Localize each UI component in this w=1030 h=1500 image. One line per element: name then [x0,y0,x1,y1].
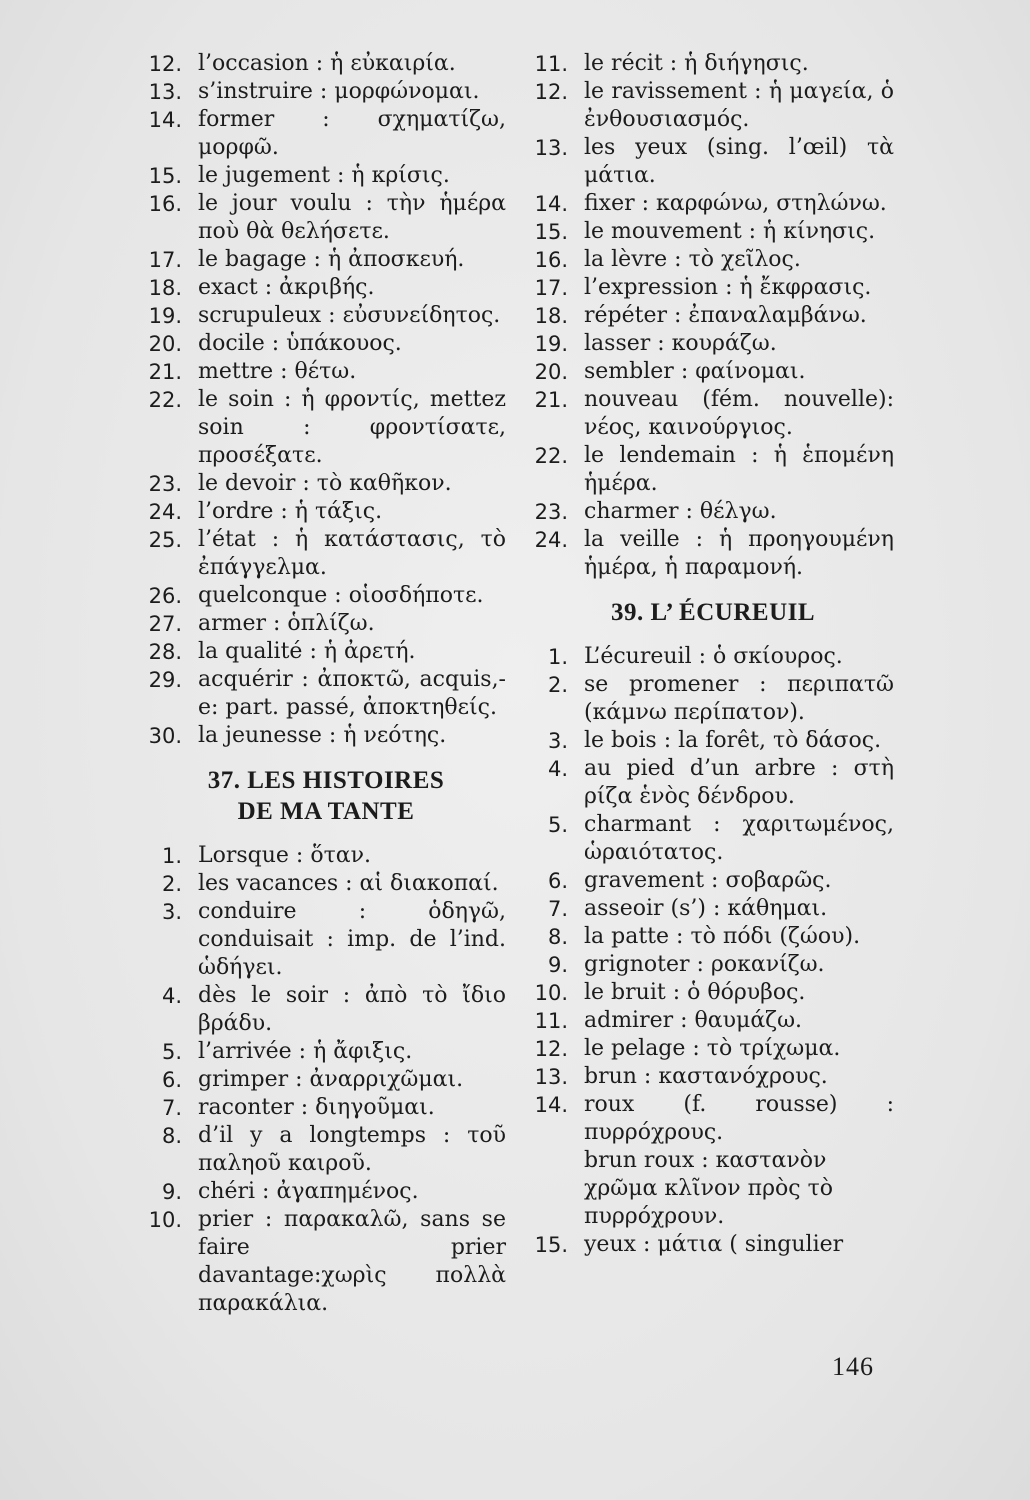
list-item [146,162,506,190]
entry-text: l’expression : ἡ ἔκφρασις. [584,275,872,300]
right-column [532,50,894,1259]
vocabulary-list-39 [532,643,894,1147]
list-item [532,755,894,811]
list-item [532,498,894,526]
list-item [532,1035,894,1063]
entry-number: 23. [148,472,182,496]
entry-text: l’arrivée : ἡ ἄφιξις. [198,1039,413,1064]
entry-text: au pied d’un arbre : στὴ ρίζα ἑνὸς δένδρου. [584,756,894,809]
entry-number: 6. [547,869,568,893]
entry-text: le mouvement : ἡ κίνησις. [584,219,876,244]
entry-number: 27. [148,612,182,636]
entry-number: 24. [534,528,568,552]
entry-number: 14. [534,1093,568,1117]
entry-number: 25. [148,528,182,552]
entry-continuation: brun roux : καστανὸν χρῶμα κλῖνον πρὸς τὸ πυρρόχρουν. [584,1148,834,1229]
entry-number: 15. [534,220,568,244]
entry-text: l’état : ἡ κατάστασις, τὸ ἐπάγγελμα. [198,527,506,580]
entry-text: raconter : διηγοῦμαι. [198,1095,435,1120]
list-item [532,671,894,727]
vocabulary-list-36-end [146,50,506,750]
entry-text: la jeunesse : ἡ νεότης. [198,723,447,748]
entry-number: 13. [534,136,568,160]
entry-number: 20. [148,332,182,356]
entry-number: 14. [148,108,182,132]
entry-text: asseoir (s’) : κάθημαι. [584,896,828,921]
list-item [146,106,506,162]
list-item [532,526,894,582]
list-item [146,302,506,330]
list-item [146,190,506,246]
entry-text: s’instruire : μορφώνομαι. [198,79,480,104]
entry-number: 1. [161,844,182,868]
entry-text: la patte : τὸ πόδι (ζώου). [584,924,861,949]
entry-number: 10. [148,1208,182,1232]
entry-text: grimper : ἀναρριχῶμαι. [198,1067,464,1092]
list-item [146,358,506,386]
entry-number: 8. [547,925,568,949]
list-item [532,78,894,134]
entry-text: le bois : la forêt, τὸ δάσος. [584,728,882,753]
entry-text: yeux : μάτια ( singulier [584,1232,844,1257]
entry-number: 3. [547,729,568,753]
entry-number: 24. [148,500,182,524]
list-item [146,330,506,358]
entry-text: nouveau (fém. nouvelle): νέος, καινούργιος. [584,387,894,440]
list-item [146,1178,506,1206]
entry-number: 19. [148,304,182,328]
entry-number: 21. [534,388,568,412]
entry-number: 5. [161,1040,182,1064]
vocabulary-list-37 [146,842,506,1318]
left-column [146,50,506,1318]
entry-number: 7. [161,1096,182,1120]
list-item [532,134,894,190]
entry-number: 18. [148,276,182,300]
entry-number: 6. [161,1068,182,1092]
entry-text: acquérir : ἀποκτῶ, acquis,-e: part. passé, ἀποκτηθείς. [198,667,506,720]
list-item [146,1094,506,1122]
list-item [146,898,506,982]
list-item [146,50,506,78]
list-item [532,218,894,246]
entry-number: 23. [534,500,568,524]
section-title-39 [532,597,894,628]
list-item [146,246,506,274]
entry-number: 28. [148,640,182,664]
list-item [532,1063,894,1091]
entry-number: 16. [534,248,568,272]
list-item [532,811,894,867]
list-item [146,386,506,470]
entry-text: la lèvre : τὸ χεῖλος. [584,247,801,272]
list-item [146,638,506,666]
section-title-37-line1: 37. LES HISTOIRES [207,767,445,794]
list-item [532,50,894,78]
entry-text: le lendemain : ἡ ἑπομένη ἡμέρα. [584,443,894,496]
list-item [532,895,894,923]
entry-number: 30. [148,724,182,748]
entry-text: se promener : περιπατῶ (κάμνω περίπατον). [584,672,894,725]
entry-text: mettre : θέτω. [198,359,357,384]
list-item [532,1231,894,1259]
entry-text: grignoter : ροκανίζω. [584,952,825,977]
entry-text: le soin : ἡ φροντίς, mettez soin : φροντίσατε, προσέξατε. [198,387,506,468]
entry-text: scrupuleux : εὐσυνείδητος. [198,303,501,328]
entry-number: 17. [148,248,182,272]
entry-number: 17. [534,276,568,300]
entry-text: Lorsque : ὅταν. [198,843,371,868]
entry-number: 2. [161,872,182,896]
section-title-37 [146,765,506,827]
entry-text: le récit : ἡ διήγησις. [584,51,809,76]
list-item [532,727,894,755]
entry-number: 21. [148,360,182,384]
entry-number: 15. [148,164,182,188]
entry-number: 11. [534,52,568,76]
entry-number: 4. [547,757,568,781]
entry-text: docile : ὑπάκουος. [198,331,402,356]
list-item [146,982,506,1038]
entry-number: 4. [161,984,182,1008]
list-item [532,923,894,951]
section-title-39-text: 39. L’ ÉCUREUIL [610,599,816,626]
list-item [146,722,506,750]
entry-text: quelconque : οἱοσδήποτε. [198,583,484,608]
list-item [532,1091,894,1147]
entry-text: dès le soir : ἀπὸ τὸ ἴδιο βράδυ. [198,983,506,1036]
list-item [146,526,506,582]
list-item [146,610,506,638]
entry-text: l’occasion : ἡ εὐκαιρία. [198,51,456,76]
section-title-37-line2: DE MA TANTE [237,798,415,825]
entry-number: 26. [148,584,182,608]
entry-number: 22. [148,388,182,412]
list-item [532,951,894,979]
entry-number: 2. [547,673,568,697]
entry-text: répéter : ἐπαναλαμβάνω. [584,303,867,328]
page-number: 146 [832,1352,874,1381]
entry-text: le jour voulu : τὴν ἡμέρα ποὺ θὰ θελήσετε. [198,191,506,244]
entry-number: 12. [534,80,568,104]
entry-text: lasser : κουράζω. [584,331,777,356]
list-item [532,643,894,671]
list-item [532,246,894,274]
entry-text: l’ordre : ἡ τάξις. [198,499,383,524]
list-item [146,498,506,526]
entry-text: charmant : χαριτωμένος, ὡραιότατος. [584,812,894,865]
list-item [146,1038,506,1066]
entry-number: 22. [534,444,568,468]
entry-number: 12. [534,1037,568,1061]
list-item [532,867,894,895]
entry-text: la qualité : ἡ ἀρετή. [198,639,416,664]
list-item [146,1206,506,1318]
list-item [146,870,506,898]
entry-text: les yeux (sing. l’œil) τὰ μάτια. [584,135,894,188]
list-item [532,330,894,358]
list-item [532,190,894,218]
entry-text: sembler : φαίνομαι. [584,359,806,384]
entry-number: 13. [148,80,182,104]
list-item [146,78,506,106]
list-item [532,1007,894,1035]
entry-number: 19. [534,332,568,356]
entry-number: 11. [534,1009,568,1033]
entry-number: 18. [534,304,568,328]
entry-text: brun : καστανόχρους. [584,1064,828,1089]
entry-text: prier : παρακαλῶ, sans se faire prier davantage:χωρὶς πολλὰ παρακάλια. [198,1207,506,1316]
list-item [146,274,506,302]
list-item [146,582,506,610]
entry-text: roux (f. rousse) : πυρρόχρους. [584,1092,894,1145]
entry-text: armer : ὁπλίζω. [198,611,375,636]
entry-number: 9. [547,953,568,977]
entry-number: 7. [547,897,568,921]
entry-number: 1. [547,645,568,669]
entry-text: exact : ἀκριβής. [198,275,375,300]
list-item [532,442,894,498]
entry-text: le ravissement : ἡ μαγεία, ὁ ἐνθουσιασμός. [584,79,894,132]
entry-text: le jugement : ἡ κρίσις. [198,163,450,188]
entry-text: le pelage : τὸ τρίχωμα. [584,1036,841,1061]
entry-number: 12. [148,52,182,76]
entry-text: gravement : σοβαρῶς. [584,868,832,893]
list-item [146,842,506,870]
list-item [146,1066,506,1094]
entry-text: admirer : θαυμάζω. [584,1008,803,1033]
entry-text: la veille : ἡ προηγουμένη ἡμέρα, ἡ παραμονή. [584,527,894,580]
entry-text: les vacances : αἱ διακοπαί. [198,871,499,896]
list-item [532,979,894,1007]
entry-number: 14. [534,192,568,216]
entry-text: le devoir : τὸ καθῆκον. [198,471,452,496]
entry-number: 16. [148,192,182,216]
entry-number: 5. [547,813,568,837]
entry-number: 29. [148,668,182,692]
entry-text: L’écureuil : ὁ σκίουρος. [584,644,843,669]
entry-number: 8. [161,1124,182,1148]
list-item [146,666,506,722]
entry-text: former : σχηματίζω, μορφῶ. [198,107,506,160]
list-item [532,386,894,442]
list-item [532,302,894,330]
entry-number: 3. [161,900,182,924]
list-item [146,470,506,498]
entry-number: 10. [534,981,568,1005]
entry-number: 13. [534,1065,568,1089]
entry-text: charmer : θέλγω. [584,499,777,524]
entry-text: chéri : ἀγαπημένος. [198,1179,419,1204]
list-item [146,1122,506,1178]
entry-text: fixer : καρφώνω, στηλώνω. [584,191,887,216]
list-item [532,274,894,302]
list-item [532,358,894,386]
entry-number: 20. [534,360,568,384]
entry-text: le bagage : ἡ ἀποσκευή. [198,247,465,272]
entry-text: le bruit : ὁ θόρυβος. [584,980,806,1005]
vocabulary-list-38-end [532,50,894,582]
entry-text: d’il y a longtemps : τοῦ παληοῦ καιροῦ. [198,1123,506,1176]
entry-text: conduire : ὁδηγῶ, conduisait : imp. de l’ind. ὡδήγει. [198,899,506,980]
entry-number: 9. [161,1180,182,1204]
entry-number: 15. [534,1233,568,1257]
